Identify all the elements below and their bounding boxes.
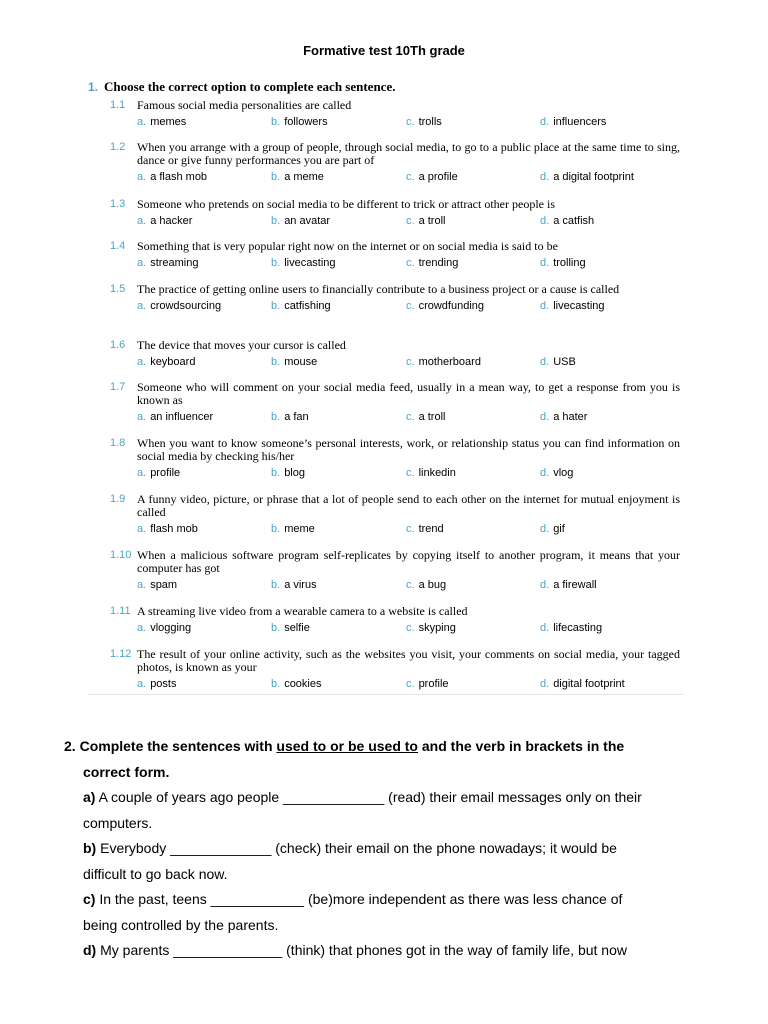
option-text: streaming xyxy=(150,257,199,269)
option-text: mouse xyxy=(284,356,318,368)
option-d[interactable] xyxy=(540,467,573,479)
option-row xyxy=(110,622,680,638)
option-text: trolls xyxy=(418,116,442,128)
option-a[interactable] xyxy=(137,467,180,479)
question-stem xyxy=(110,648,680,674)
option-d[interactable] xyxy=(540,171,634,183)
option-text: catfishing xyxy=(284,300,331,312)
question-item xyxy=(110,493,680,539)
option-letter: c. xyxy=(406,523,415,535)
question-stem xyxy=(110,381,680,407)
question-text: Someone who will comment on your social media feed, usually in a mean way, to get a response from you is known as xyxy=(137,380,680,407)
option-letter: b. xyxy=(271,215,281,227)
option-letter: b. xyxy=(271,678,281,690)
page-title: Formative test 10Th grade xyxy=(303,43,465,58)
option-text: a bug xyxy=(418,579,447,591)
option-letter: a. xyxy=(137,116,147,128)
option-text: livecasting xyxy=(553,300,605,312)
option-letter: b. xyxy=(271,467,281,479)
question-number: 1.2 xyxy=(110,141,126,153)
sentence-a xyxy=(64,785,704,811)
option-row xyxy=(110,523,680,539)
sentence-c-label: c) xyxy=(83,891,96,907)
option-letter: b. xyxy=(271,411,281,423)
option-text: digital footprint xyxy=(553,678,625,690)
option-letter: b. xyxy=(271,257,281,269)
question-item xyxy=(110,283,680,316)
sentence-d-text: My parents ______________ (think) that phones got in the way of family life, but now xyxy=(100,942,627,958)
question-number: 1.1 xyxy=(110,99,126,111)
option-d[interactable] xyxy=(540,411,587,423)
option-letter: c. xyxy=(406,257,415,269)
option-text: a catfish xyxy=(553,215,595,227)
question-text: Someone who pretends on social media to be different to trick or attract other people is xyxy=(137,197,555,211)
option-a[interactable] xyxy=(137,356,195,368)
option-c[interactable] xyxy=(406,579,446,591)
question-number: 1.6 xyxy=(110,339,126,351)
question-number: 1.5 xyxy=(110,283,126,295)
option-letter: a. xyxy=(137,579,147,591)
question-text: Famous social media personalities are called xyxy=(137,98,352,112)
option-text: selfie xyxy=(284,622,310,634)
question-text: Something that is very popular right now on the internet or on social media is said to be xyxy=(137,239,558,253)
option-text: meme xyxy=(284,523,315,535)
option-b[interactable] xyxy=(271,678,321,690)
option-d[interactable] xyxy=(540,579,597,591)
option-letter: d. xyxy=(540,215,550,227)
question-stem xyxy=(110,240,680,253)
question-text: When a malicious software program self-replicates by copying itself to another program, it means that your computer has got xyxy=(137,548,680,575)
option-text: profile xyxy=(150,467,181,479)
option-b[interactable] xyxy=(271,116,328,128)
question-text: When you want to know someone’s personal interests, work, or relationship status you can find information on social media by checking his/her xyxy=(137,436,680,463)
option-c[interactable] xyxy=(406,257,458,269)
option-letter: c. xyxy=(406,579,415,591)
option-text: crowdsourcing xyxy=(150,300,222,312)
question-number: 1.7 xyxy=(110,381,126,393)
option-text: blog xyxy=(284,467,305,479)
option-text: gif xyxy=(553,523,565,535)
option-letter: c. xyxy=(406,300,415,312)
question-item xyxy=(110,605,680,638)
option-a[interactable] xyxy=(137,579,177,591)
question-item xyxy=(110,141,680,187)
option-c[interactable] xyxy=(406,622,456,634)
option-text: livecasting xyxy=(284,257,336,269)
option-text: profile xyxy=(418,678,449,690)
option-text: an avatar xyxy=(284,215,331,227)
option-d[interactable] xyxy=(540,300,605,312)
question-number: 1.4 xyxy=(110,240,126,252)
question-number: 1.11 xyxy=(110,605,131,617)
option-c[interactable] xyxy=(406,171,458,183)
option-c[interactable] xyxy=(406,411,445,423)
option-text: a hacker xyxy=(150,215,193,227)
question-text: The result of your online activity, such as the websites you visit, your comments on social media, your tagged photos, is known as your xyxy=(137,647,680,674)
option-b[interactable] xyxy=(271,523,315,535)
option-text: crowdfunding xyxy=(418,300,484,312)
option-d[interactable] xyxy=(540,257,586,269)
option-letter: a. xyxy=(137,678,147,690)
question-item xyxy=(110,339,680,372)
option-row xyxy=(110,116,680,132)
option-letter: a. xyxy=(137,257,147,269)
option-row xyxy=(110,356,680,372)
option-b[interactable] xyxy=(271,171,324,183)
option-letter: a. xyxy=(137,523,147,535)
option-text: motherboard xyxy=(418,356,481,368)
question-item xyxy=(110,549,680,595)
option-c[interactable] xyxy=(406,523,444,535)
option-a[interactable] xyxy=(137,523,198,535)
option-text: linkedin xyxy=(418,467,456,479)
option-text: flash mob xyxy=(150,523,198,535)
question-item xyxy=(110,648,680,694)
option-b[interactable] xyxy=(271,257,336,269)
question-number: 1.8 xyxy=(110,437,126,449)
option-letter: a. xyxy=(137,171,147,183)
question-number: 1.3 xyxy=(110,198,126,210)
option-letter: c. xyxy=(406,467,415,479)
section-2-heading-pre: Complete the sentences with xyxy=(79,738,273,754)
option-letter: b. xyxy=(271,523,281,535)
option-text: a flash mob xyxy=(150,171,208,183)
question-text: The device that moves your cursor is called xyxy=(137,338,346,352)
option-a[interactable] xyxy=(137,678,176,690)
question-item xyxy=(110,437,680,483)
option-letter: d. xyxy=(540,116,550,128)
section-1-instruction: Choose the correct option to complete each sentence. xyxy=(104,79,396,94)
option-b[interactable] xyxy=(271,467,305,479)
option-c[interactable] xyxy=(406,678,449,690)
option-text: USB xyxy=(553,356,576,368)
sentence-a-line2: computers. xyxy=(83,814,153,831)
option-c[interactable] xyxy=(406,215,445,227)
option-letter: d. xyxy=(540,622,550,634)
option-text: skyping xyxy=(418,622,456,634)
option-letter: b. xyxy=(271,116,281,128)
sentence-c-text: In the past, teens ____________ (be)more independent as there was less chance of xyxy=(99,891,623,907)
option-a[interactable] xyxy=(137,622,191,634)
option-letter: d. xyxy=(540,523,550,535)
section-2-heading-underlined: used to or be used to xyxy=(276,738,418,754)
option-letter: a. xyxy=(137,215,147,227)
option-text: posts xyxy=(150,678,177,690)
option-c[interactable] xyxy=(406,116,442,128)
option-text: vlogging xyxy=(150,622,192,634)
option-a[interactable] xyxy=(137,171,207,183)
question-number: 1.12 xyxy=(110,648,132,660)
option-text: keyboard xyxy=(150,356,196,368)
question-text: A funny video, picture, or phrase that a lot of people send to each other on the internet for mutual enjoyment is called xyxy=(137,492,680,519)
option-d[interactable] xyxy=(540,622,602,634)
option-row xyxy=(110,300,680,316)
section-2-heading-line2: correct form. xyxy=(83,763,170,780)
option-text: influencers xyxy=(553,116,607,128)
question-stem xyxy=(110,283,680,296)
option-a[interactable] xyxy=(137,300,221,312)
option-letter: a. xyxy=(137,356,147,368)
option-row xyxy=(110,257,680,273)
sentence-b-label: b) xyxy=(83,840,97,856)
option-letter: d. xyxy=(540,467,550,479)
sentence-d-label: d) xyxy=(83,942,97,958)
option-letter: b. xyxy=(271,622,281,634)
option-row xyxy=(110,411,680,427)
question-text: When you arrange with a group of people, through social media, to go to a public place at the same time to sing, dance or give funny performances you are part of xyxy=(137,140,680,167)
option-b[interactable] xyxy=(271,579,317,591)
section-2-heading-post: and the verb in brackets in the xyxy=(421,738,625,754)
option-letter: b. xyxy=(271,300,281,312)
option-row xyxy=(110,171,680,187)
option-letter: d. xyxy=(540,678,550,690)
option-letter: c. xyxy=(406,171,415,183)
option-letter: a. xyxy=(137,622,147,634)
option-a[interactable] xyxy=(137,411,213,423)
question-text: The practice of getting online users to financially contribute to a business project or a cause is called xyxy=(137,282,620,296)
question-stem xyxy=(110,198,680,211)
sentence-c-line2: being controlled by the parents. xyxy=(83,916,279,933)
question-stem xyxy=(110,339,680,352)
sentence-b xyxy=(64,836,704,862)
question-stem xyxy=(110,99,680,112)
section-1 xyxy=(88,78,688,96)
question-item xyxy=(110,198,680,231)
option-letter: a. xyxy=(137,467,147,479)
option-text: lifecasting xyxy=(553,622,603,634)
option-letter: b. xyxy=(271,579,281,591)
section-2-heading xyxy=(64,734,704,760)
option-letter: c. xyxy=(406,678,415,690)
sentence-a-label: a) xyxy=(83,789,96,805)
question-stem xyxy=(110,493,680,519)
option-text: spam xyxy=(150,579,178,591)
option-letter: b. xyxy=(271,356,281,368)
option-text: a meme xyxy=(284,171,324,183)
option-text: a troll xyxy=(418,411,446,423)
option-b[interactable] xyxy=(271,622,310,634)
question-stem xyxy=(110,437,680,463)
option-text: a troll xyxy=(418,215,446,227)
option-text: a profile xyxy=(418,171,458,183)
option-a[interactable] xyxy=(137,215,192,227)
option-letter: c. xyxy=(406,411,415,423)
sentence-c xyxy=(64,887,704,913)
question-stem xyxy=(110,605,680,618)
option-b[interactable] xyxy=(271,215,330,227)
option-c[interactable] xyxy=(406,300,484,312)
option-text: vlog xyxy=(553,467,574,479)
sentence-b-line2: difficult to go back now. xyxy=(83,865,228,882)
option-c[interactable] xyxy=(406,356,481,368)
sentence-a-text: A couple of years ago people _____________ (read) their email messages only on their xyxy=(98,789,642,805)
option-row xyxy=(110,579,680,595)
option-letter: d. xyxy=(540,171,550,183)
question-stem xyxy=(110,549,680,575)
option-text: followers xyxy=(284,116,328,128)
option-text: a virus xyxy=(284,579,317,591)
option-text: trend xyxy=(418,523,444,535)
option-d[interactable] xyxy=(540,678,625,690)
option-row xyxy=(110,678,680,694)
option-letter: d. xyxy=(540,356,550,368)
option-d[interactable] xyxy=(540,356,576,368)
question-text: A streaming live video from a wearable camera to a website is called xyxy=(137,604,468,618)
option-letter: a. xyxy=(137,411,147,423)
option-letter: d. xyxy=(540,411,550,423)
option-d[interactable] xyxy=(540,523,565,535)
section-1-number: 1. xyxy=(88,80,99,94)
option-letter: c. xyxy=(406,215,415,227)
option-a[interactable] xyxy=(137,116,186,128)
option-row xyxy=(110,467,680,483)
option-letter: c. xyxy=(406,116,415,128)
section-divider xyxy=(88,694,684,695)
section-2 xyxy=(64,734,704,964)
option-text: a hater xyxy=(553,411,588,423)
option-b[interactable] xyxy=(271,356,317,368)
option-text: a digital footprint xyxy=(553,171,634,183)
question-stem xyxy=(110,141,680,167)
option-letter: d. xyxy=(540,579,550,591)
option-letter: b. xyxy=(271,171,281,183)
option-d[interactable] xyxy=(540,215,594,227)
option-b[interactable] xyxy=(271,411,309,423)
option-text: memes xyxy=(150,116,187,128)
option-letter: c. xyxy=(406,356,415,368)
section-1-heading xyxy=(88,78,688,96)
question-number: 1.9 xyxy=(110,493,126,505)
option-a[interactable] xyxy=(137,257,198,269)
option-letter: c. xyxy=(406,622,415,634)
option-c[interactable] xyxy=(406,467,456,479)
option-text: a fan xyxy=(284,411,309,423)
sentence-d xyxy=(64,938,704,964)
sentence-b-text: Everybody _____________ (check) their email on the phone nowadays; it would be xyxy=(100,840,617,856)
option-text: trending xyxy=(418,257,459,269)
question-item xyxy=(110,381,680,427)
option-text: cookies xyxy=(284,678,322,690)
option-letter: a. xyxy=(137,300,147,312)
option-letter: d. xyxy=(540,257,550,269)
option-text: an influencer xyxy=(150,411,214,423)
option-text: trolling xyxy=(553,257,586,269)
option-text: a firewall xyxy=(553,579,597,591)
option-d[interactable] xyxy=(540,116,606,128)
question-item xyxy=(110,99,680,132)
question-item xyxy=(110,240,680,273)
question-number: 1.10 xyxy=(110,549,132,561)
section-2-number: 2. xyxy=(64,738,76,754)
option-b[interactable] xyxy=(271,300,331,312)
option-letter: d. xyxy=(540,300,550,312)
option-row xyxy=(110,215,680,231)
